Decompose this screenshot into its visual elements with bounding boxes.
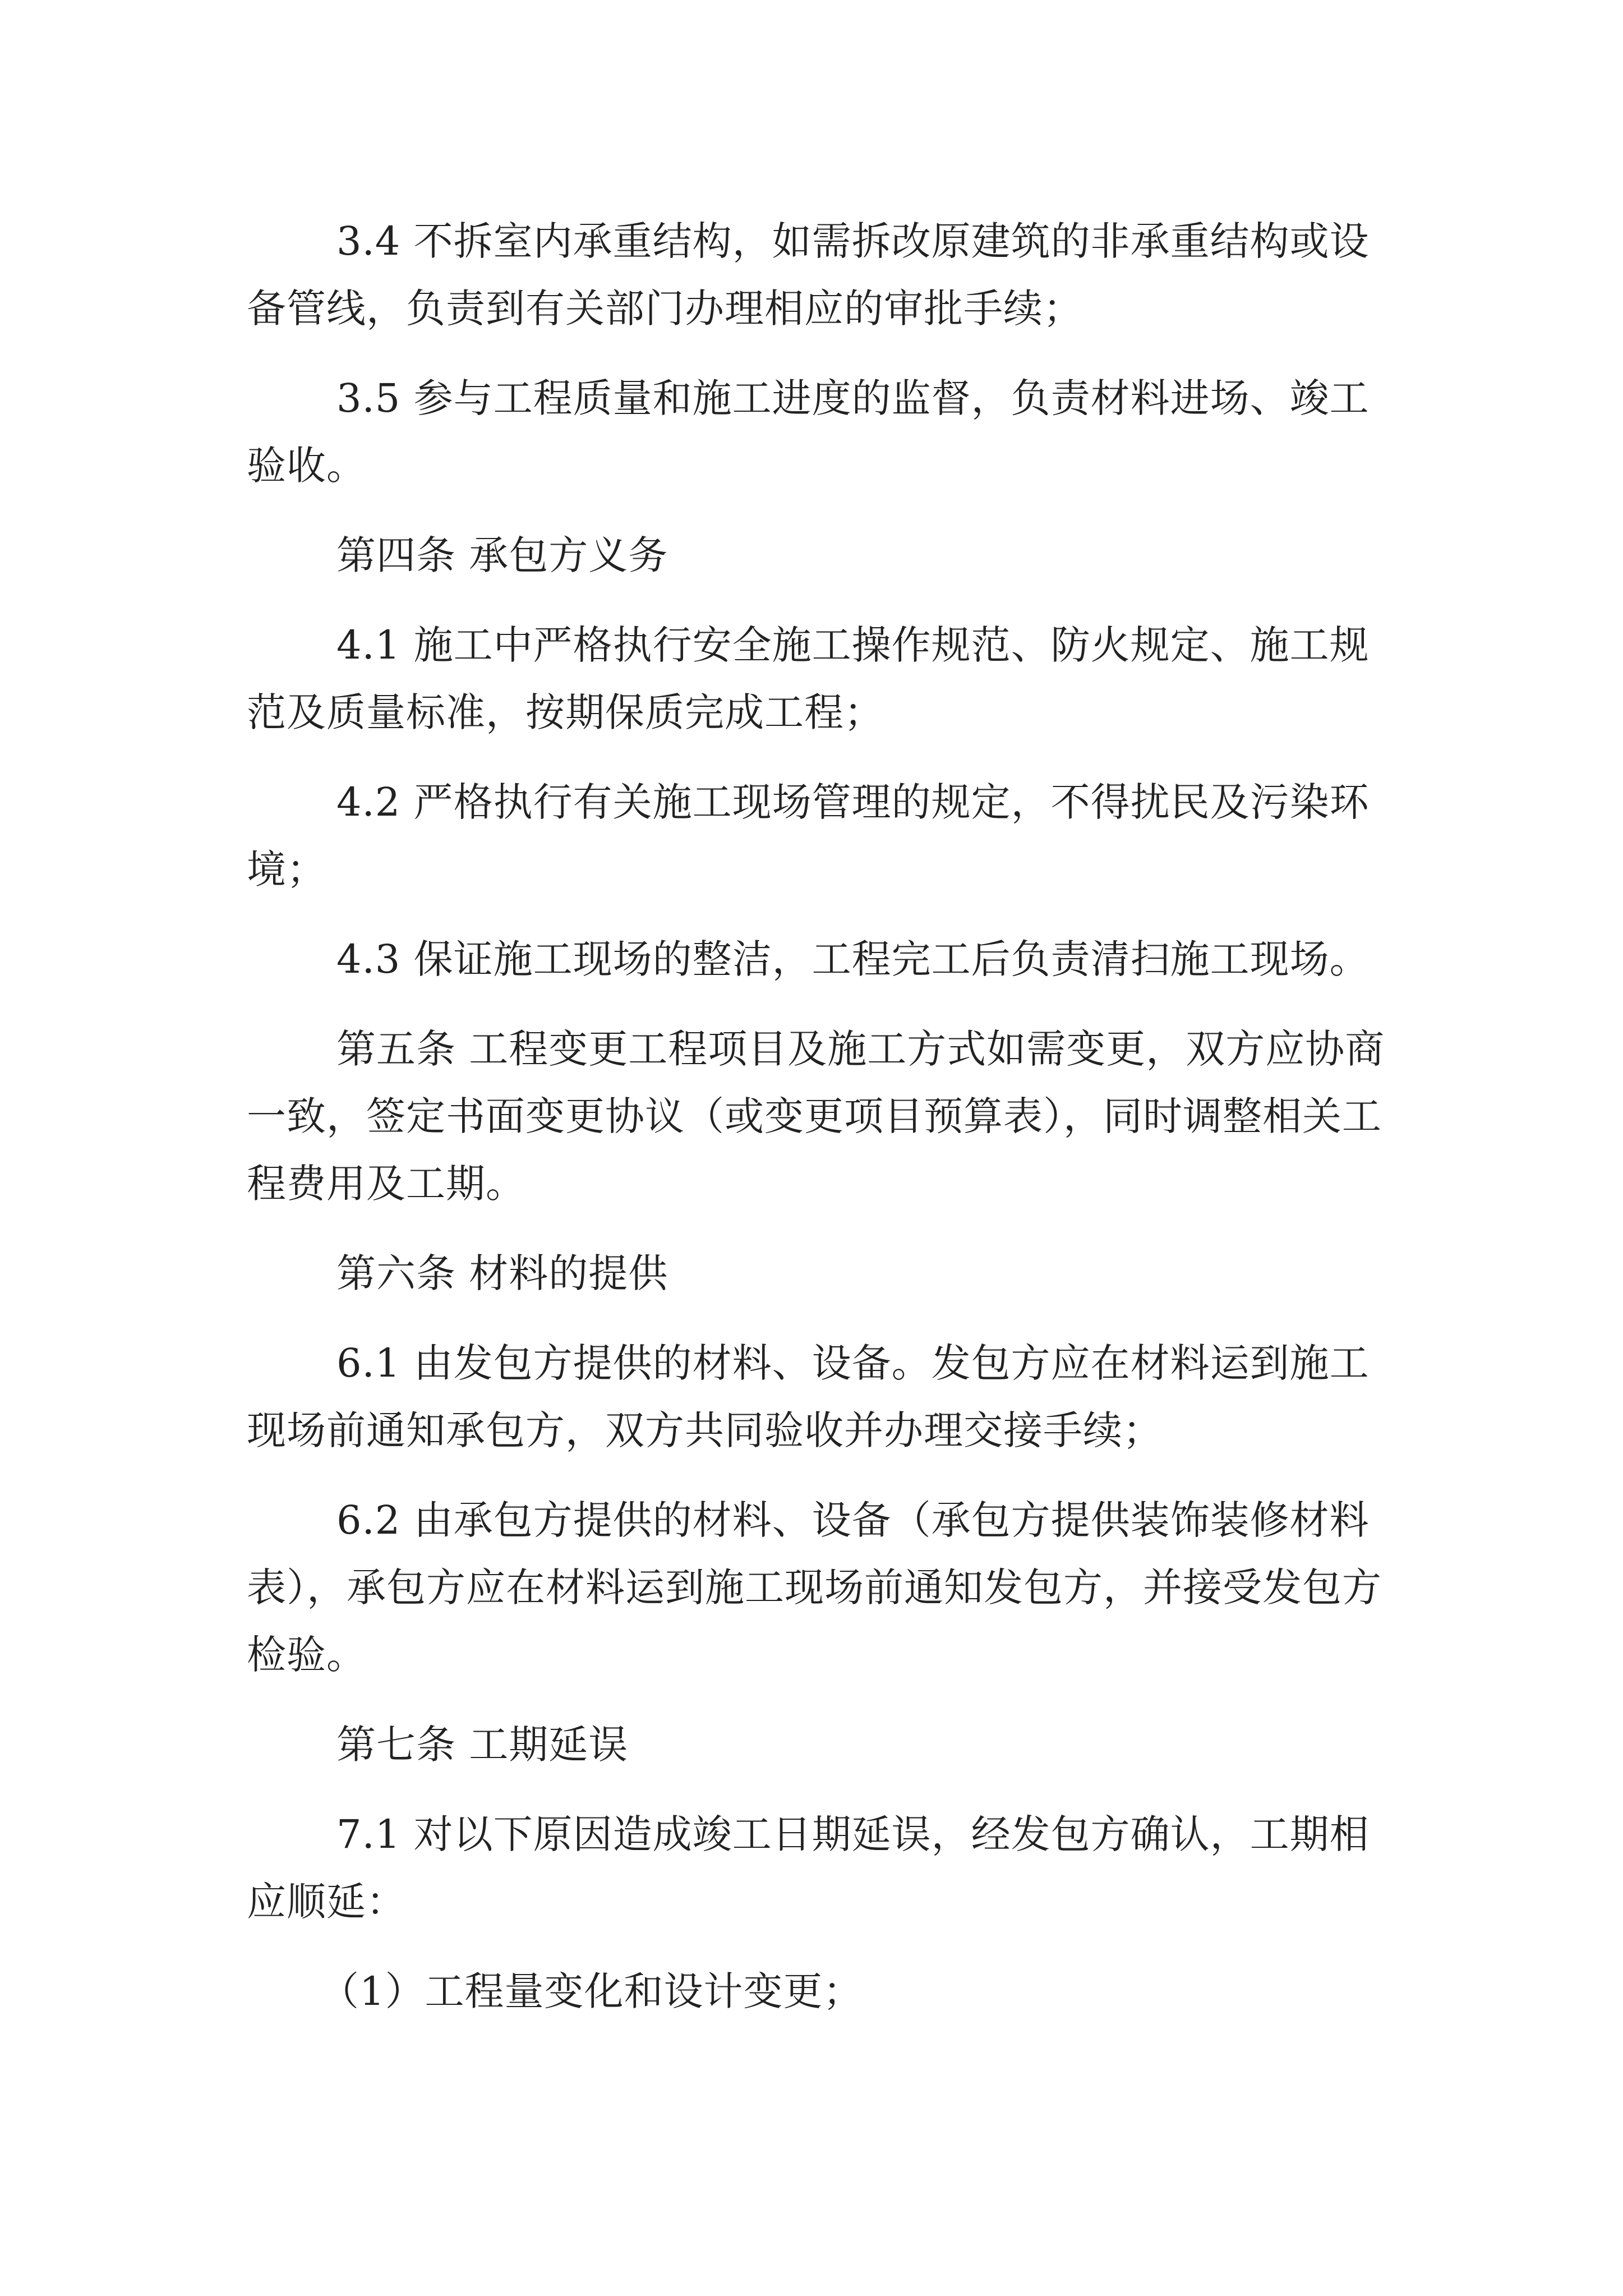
article-5-paragraph: 第五条 工程变更工程项目及施工方式如需变更，双方应协商一致，签定书面变更协议（或变更项目预算表），同时调整相关工程费用及工期。 <box>247 1026 1385 1207</box>
paragraph-3-4: 3.4 不拆室内承重结构，如需拆改原建筑的非承重结构或设备管线，负责到有关部门办理相应的审批手续； <box>247 218 1370 332</box>
paragraph-4-3: 4.3 保证施工现场的整洁，工程完工后负责清扫施工现场。 <box>336 936 1370 982</box>
paragraph-7-1: 7.1 对以下原因造成竣工日期延误，经发包方确认，工期相应顺延： <box>247 1811 1370 1925</box>
document-body <box>247 208 1402 2047</box>
paragraph-6-2: 6.2 由承包方提供的材料、设备（承包方提供装饰装修材料表），承包方应在材料运到施工现场前通知发包方，并接受发包方检验。 <box>247 1497 1382 1678</box>
paragraph-4-2: 4.2 严格执行有关施工现场管理的规定，不得扰民及污染环境； <box>247 779 1370 892</box>
paragraph-3-5: 3.5 参与工程质量和施工进度的监督，负责材料进场、竣工验收。 <box>247 375 1370 489</box>
list-item-1: （1）工程量变化和设计变更； <box>320 1968 863 2014</box>
article-4-heading: 第四条 承包方义务 <box>336 532 668 578</box>
article-6-heading: 第六条 材料的提供 <box>336 1250 668 1296</box>
paragraph-6-1: 6.1 由发包方提供的材料、设备。发包方应在材料运到施工现场前通知承包方，双方共同验收并办理交接手续； <box>247 1340 1370 1453</box>
article-7-heading: 第七条 工期延误 <box>336 1722 629 1768</box>
paragraph-4-1: 4.1 施工中严格执行安全施工操作规范、防火规定、施工规范及质量标准，按期保质完成工程； <box>247 622 1370 735</box>
